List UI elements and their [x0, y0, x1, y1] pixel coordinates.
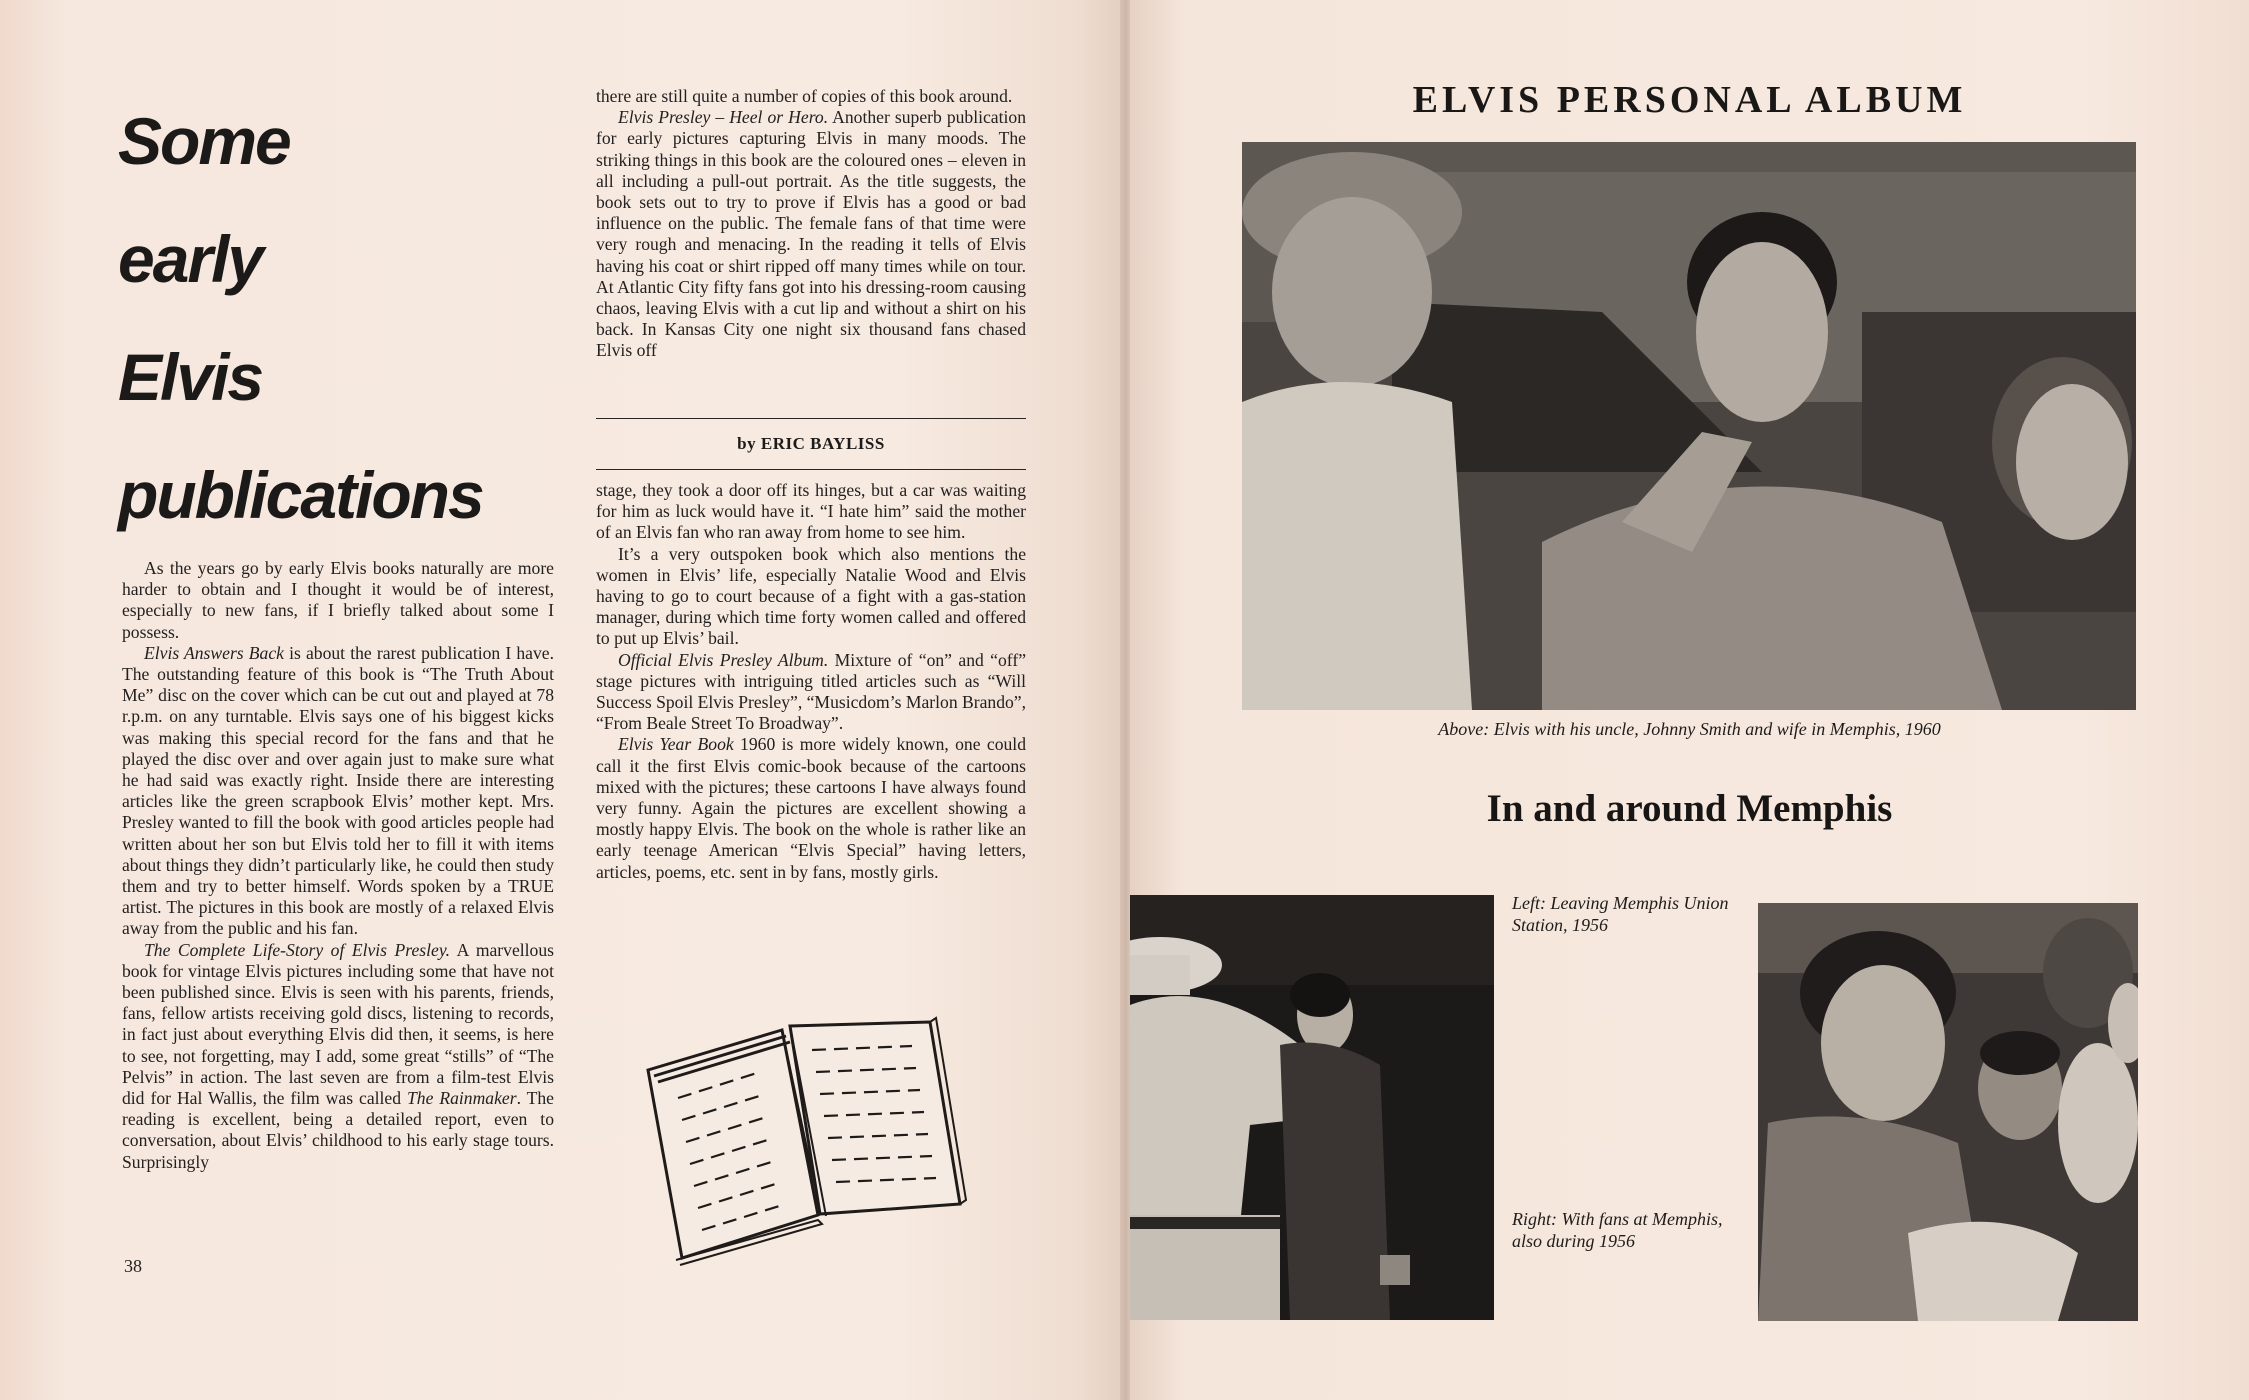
paragraph [596, 734, 1026, 882]
left-page [0, 0, 1122, 1400]
right-page [1130, 0, 2249, 1400]
headline-line: Some [118, 104, 290, 178]
open-book-icon [640, 1010, 980, 1270]
photo-leaving-union-station [1130, 895, 1494, 1320]
paragraph [122, 940, 554, 1173]
photo-image [1242, 142, 2136, 710]
paragraph-text: It’s a very outspoken book which also mentions the women in Elvis’ life, especially Natalie Wood and Elvis having to go to court because of a fight with a gas-station manager, during which time forty women called and offered to put up Elvis’ bail. [596, 543, 1026, 649]
paragraph [596, 107, 1026, 361]
article-headline [118, 82, 538, 554]
paragraph-text: . The reading is excellent, being a detailed report, even to conversation, about Elvis’ childhood to his early stage tours. Surprisingly [122, 1088, 554, 1172]
photo-caption-above: Above: Elvis with his uncle, Johnny Smith and wife in Memphis, 1960 [1438, 719, 1941, 739]
section-subhead: In and around Memphis [1486, 787, 1893, 830]
paragraph-text: there are still quite a number of copies of this book around. [596, 86, 1013, 106]
photo-caption-left: Left: Leaving Memphis Union Station, 1956 [1512, 893, 1729, 935]
paragraph [596, 86, 1026, 107]
headline-line: publications [118, 458, 483, 532]
page-title: ELVIS PERSONAL ALBUM [1412, 79, 1967, 121]
paragraph [596, 480, 1026, 544]
page-number: 38 [124, 1256, 142, 1276]
book-title: Elvis Year Book [618, 734, 734, 755]
photo-caption-right: Right: With fans at Memphis, also during 1956 [1512, 1209, 1723, 1251]
photo-elvis-with-fans [1758, 903, 2138, 1321]
book-title: The Complete Life-Story of Elvis Presley. [144, 939, 451, 960]
paragraph [596, 544, 1026, 650]
headline-line: early [118, 222, 263, 296]
paragraph [122, 558, 554, 643]
author-byline: by ERIC BAYLISS [596, 418, 1026, 470]
photo-image [1130, 895, 1494, 1320]
paragraph-text: 1960 is more widely known, one could call it the first Elvis comic-book because of the cartoons mixed with the pictures; these cartoons I have always found very funny. Again the pictures are excellent showing a mostly happy Elvis. The book on the whole is rather like an early teenage American “Elvis Special” having letters, articles, poems, etc. sent in by fans, mostly girls. [596, 734, 1026, 882]
open-book-illustration [640, 1010, 980, 1270]
paragraph-text: As the years go by early Elvis books naturally are more harder to obtain and I thought it would be of interest, especially to new fans, if I briefly talked about some I possess. [122, 558, 554, 642]
photo-elvis-uncle-memphis [1242, 142, 2136, 710]
book-title: Elvis Answers Back [144, 642, 284, 663]
paragraph-text: Another superb publication for early pictures capturing Elvis in many moods. The striking things in this book are the coloured ones – eleven in all including a pull-out portrait. As the title suggests, the book sets out to try to prove if Elvis has a good or bad influence on the public. The female fans of that time were very rough and menacing. In the reading it tells of Elvis having his coat or shirt ripped off many times while on tour. At Atlantic City fifty fans got into his dressing-room causing chaos, leaving Elvis with a cut lip and without a shirt on his back. In Kansas City one night six thousand fans chased Elvis off [596, 107, 1026, 361]
film-title: The Rainmaker [407, 1088, 517, 1109]
paragraph-text: stage, they took a door off its hinges, but a car was waiting for him as luck would have it. “I hate him” said the mother of an Elvis fan who ran away from home to see him. [596, 480, 1026, 543]
paragraph [122, 643, 554, 940]
article-column-2-bottom [596, 480, 1026, 883]
headline-line: Elvis [118, 340, 263, 414]
article-column-2-top [596, 86, 1026, 362]
book-title: Elvis Presley – Heel or Hero. [618, 107, 829, 128]
article-column-1 [122, 558, 554, 1173]
book-title: Official Elvis Presley Album. [618, 649, 829, 670]
paragraph-text: is about the rarest publication I have. The outstanding feature of this book is “The Truth About Me” disc on the cover which can be cut out and played at 78 r.p.m. on any turntable. Elvis says one of his biggest kicks was making this special record for the fans and that he played the disc over and over again just to make sure what he had said was exactly right. Inside there are interesting articles like the green scrapbook Elvis’ mother kept. Mrs. Presley wanted to fill the book with good articles people had written about her son but Elvis told her to fill it with items about things they didn’t particularly like, he could then study them and try to better himself. Words spoken by a TRUE artist. The pictures in this book are mostly of a relaxed Elvis away from the public and his fan. [122, 642, 554, 939]
paragraph-text: A marvellous book for vintage Elvis pictures including some that have not been published since. Elvis is seen with his parents, friends, fans, fellow artists receiving gold discs, listening to records, in fact just about everything Elvis did then, it seems, is here to see, not forgetting, may I add, some great “stills” of “The Pelvis” in action. The last seven are from a film-test Elvis did for Hal Wallis, the film was called [122, 939, 554, 1109]
paragraph [596, 650, 1026, 735]
photo-image [1758, 903, 2138, 1321]
paragraph-text: Mixture of “on” and “off” stage pictures with intriguing titled articles such as “Will Success Spoil Elvis Presley”, “Musicdom’s Marlon Brando”, “From Beale Street To Broadway”. [596, 649, 1027, 734]
